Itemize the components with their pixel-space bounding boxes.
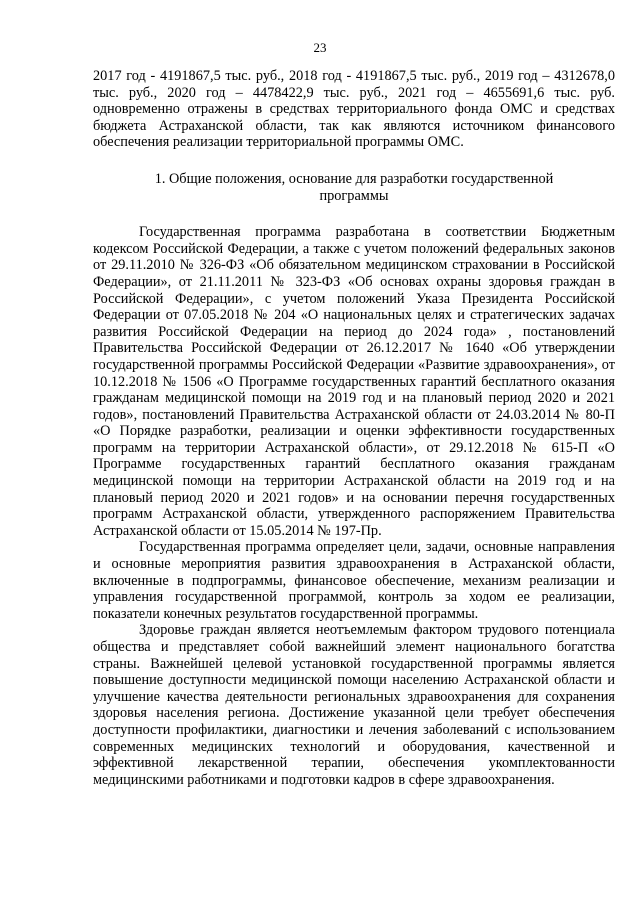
body-paragraph-3: Здоровье граждан является неотъемлемым фактором трудового потенциала общества и представляет собой важнейший элемент национального богатства страны. Важнейшей целевой установкой государственной программы является повышение доступности медицинской помощи населению Астраханской области и улучшение качества деятельности региональных здравоохранения для сохранения здоровья населения региона. Достижение указанной цели требует обеспечения доступности профилактики, диагностики и лечения заболеваний с использованием современных медицинских технологий и оборудования, качественной и эффективной лекарственной терапии, обеспечения укомплектованности медицинскими работниками и подготовки кадров в сфере здравоохранения. — [93, 622, 615, 788]
page-number: 23 — [313, 40, 327, 55]
body-paragraph-2: Государственная программа определяет цели, задачи, основные направления и основные мероприятия развития здравоохранения в Астраханской области, включенные в подпрограммы, финансовое обеспечение, механизм реализации и управления государственной программой, контроль за ходом ее реализации, показатели конечных результатов государственной программы. — [93, 539, 615, 622]
document-body — [93, 68, 615, 788]
intro-paragraph: 2017 год - 4191867,5 тыс. руб., 2018 год - 4191867,5 тыс. руб., 2019 год – 4312678,0 тыс. руб., 2020 год – 4478422,9 тыс. руб., 2021 год – 4655691,6 тыс. руб. одновременно отражены в средствах территориального фонда ОМС и средствах бюджета Астраханской области, так как являются источником финансового обеспечения реализации территориальной программы ОМС. — [93, 68, 615, 151]
section-heading: 1. Общие положения, основание для разработки государственной программы — [154, 170, 554, 204]
body-paragraph-1: Государственная программа разработана в соответствии Бюджетным кодексом Российской Федерации, а также с учетом положений федеральных законов от 29.11.2010 № 326-ФЗ «Об обязательном медицинском страховании в Российской Федерации», от 21.11.2011 № 323-ФЗ «Об основах охраны здоровья граждан в Российской Федерации», с учетом положений Указа Президента Российской Федерации от 07.05.2018 № 204 «О национальных целях и стратегических задачах развития Российской Федерации на период до 2024 года» , постановлений Правительства Российской Федерации от 26.12.2017 № 1640 «Об утверждении государственной программы Российской Федерации «Развитие здравоохранения», от 10.12.2018 № 1506 «О Программе государственных гарантий бесплатного оказания гражданам медицинской помощи на 2019 год и на плановый период 2020 и 2021 годов», постановлений Правительства Астраханской области от 24.03.2014 № 80-П «О Порядке разработки, реализации и оценки эффективности государственных программ на территории Астраханской области», от 29.12.2018 № 615-П «О Программе государственных гарантий бесплатного оказания гражданам медицинской помощи на территории Астраханской области на 2019 год и на плановый период 2020 и 2021 годов» и на основании перечня государственных программ Астраханской области, утвержденного распоряжением Правительства Астраханской области от 15.05.2014 № 197-Пр. — [93, 224, 615, 539]
